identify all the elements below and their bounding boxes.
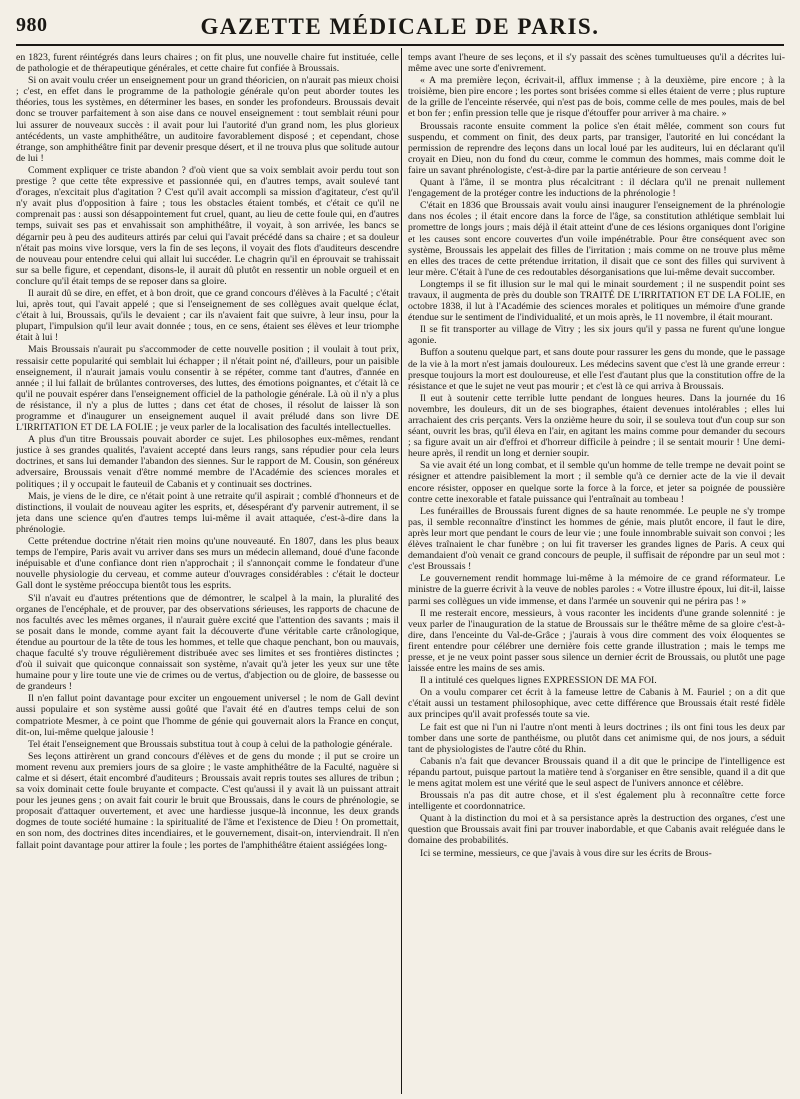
paragraph: « A ma première leçon, écrivait-il, afflux immense ; à la deuxième, pire encore ; à la troisième, bien pire encore ; les portes sont brisées comme si elles étaient de verre ; plus rupture de la grille de l'enceinte réservée, qui n'est pas de bois, comme celle de mes poules, mais de bel et bon fer ; enfin pression telle que je risque d'étouffer pour arriver à ma chaire. » — [408, 75, 785, 120]
paragraph: Tel était l'enseignement que Broussais substitua tout à coup à celui de la pathologie générale. — [28, 738, 393, 750]
paragraph: On a voulu comparer cet écrit à la fameuse lettre de Cabanis à M. Fauriel ; on a dit que c'était aussi un testament philosophique, avec cette différence que Broussais était resté fidèle aux principes qu'il avait professés toute sa vie. — [408, 687, 785, 721]
paragraph: Il me resterait encore, messieurs, à vous raconter les incidents d'une grande solennité : je veux parler de l'inauguration de la statue de Broussais sur le théâtre même de sa gloire c'est-à-dire, dans l'enceinte du Val-de-Grâce ; j'aurais à vous dire comment des voix éloquentes se firent entendre pour célébrer une dernière fois cette grande illustration ; mais le temps me presse, et je ne veux point passer sous silence un dernier écrit de Broussais, ou plutôt une page laissée entre les mains de ses amis. — [408, 607, 785, 675]
paragraph: Ici se termine, messieurs, ce que j'avais à vous dire sur les écrits de Brous- — [420, 847, 712, 859]
header-rule — [16, 44, 784, 46]
paragraph: Buffon a soutenu quelque part, et sans doute pour rassurer les gens du monde, que le passage de la vie à la mort n'est jamais douloureux. Les médecins savent que c'est là une grande erreur : presque toujours la mort est douloureuse, et elle l'est d'autant plus que la constitution offre de la résistance et que le sujet ne veut pas mourir ; et c'est là ce qui arriva à Broussais. — [408, 347, 785, 392]
paragraph: Il a intitulé ces quelques lignes EXPRESSION DE MA FOI. — [420, 675, 657, 687]
page-number: 980 — [16, 14, 48, 36]
paragraph: Mais Broussais n'aurait pu s'accommoder de cette nouvelle position ; il voulait à tout prix, ressaisir cette popularité qui semblait lui échapper ; il n'était point né, d'ailleurs, pour un paisible enseignement, il n'aurait jamais voulu consentir à se répéter, comme tant d'autres, d'année en année ; il lui fallait de brûlantes controverses, des luttes, des émotions poignantes, et c'était là ce qu'il ne pouvait espérer dans l'enseignement officiel de la pathologie générale. Là où il n'y a plus de résistance, il n'y a plus de luttes ; dans cet état de choses, il résolut de laisser là son programme et d'inaugurer un enseignement auquel il avait préludé dans son livre DE L'IRRITATION ET DE LA FOLIE ; je veux parler de la localisation des facultés intellectuelles. — [16, 344, 399, 434]
left-column — [16, 52, 399, 1094]
right-column — [408, 52, 785, 1094]
paragraph: Il n'en fallut point davantage pour exciter un engouement universel ; le nom de Gall devint aussi populaire et son système aussi goûté que l'avait été en d'autres temps celui de son compatriote Mesmer, à ce point que l'homme de génie qui gouvernait alors la France en conçut, dit-on, lui-même quelque jalousie ! — [16, 693, 399, 738]
paragraph: Broussais raconte ensuite comment la police s'en était mêlée, comment son cours fut suspendu, et comment on finit, des deux parts, par transiger, l'autorité en lui concédant la permission de reprendre des leçons dans un local loué par les auditeurs, lui en déclarant qu'il croyait en Dieu, non du fond du cœur, comme le commun des hommes, mais comme doit le faire un savant phrénologiste, c'est-à-dire par la partie antérieure de son cerveau ! — [408, 120, 785, 176]
paragraph: en 1823, furent réintégrés dans leurs chaires ; on fit plus, une nouvelle chaire fut instituée, celle de pathologie et de thérapeutique générales, et cette chaire fut confiée à Broussais. — [16, 52, 399, 75]
paragraph: Sa vie avait été un long combat, et il semble qu'un homme de telle trempe ne devait point se résigner et attendre paisiblement la mort ; il semble qu'à ce dernier acte de la vie il devait encore résister, opposer en quelque sorte la force à la force, et jeter sa poignée de poussière contre cette inexorable et fatale puissance qui l'entraînait au tombeau ! — [408, 460, 785, 505]
paragraph: Cette prétendue doctrine n'était rien moins qu'une nouveauté. En 1807, dans les plus beaux temps de l'empire, Paris avait vu arriver dans ses murs un médecin allemand, doué d'une faconde inépuisable et d'une confiance dont rien n'approchait ; il s'annonçait comme le fondateur d'une nouvelle physiologie du cerveau, et comme auteur d'ouvrages considérables : c'était le docteur Gall dont le système préoccupa bientôt tous les esprits. — [16, 536, 399, 592]
page-header — [16, 14, 784, 44]
paragraph: temps avant l'heure de ses leçons, et il s'y passait des scènes tumultueuses qu'il a décrites lui-même avec une sorte d'enivrement. — [408, 52, 785, 75]
journal-title: GAZETTE MÉDICALE DE PARIS. — [200, 14, 600, 39]
paragraph: Si on avait voulu créer un enseignement pour un grand théoricien, on n'aurait pas mieux choisi ; c'est, en effet dans le programme de la pathologie générale qu'on peut aborder toutes les théories, tous les systèmes, en déterminer les bases, en sonder les profondeurs. Broussais devait donc se trouver parfaitement à son aise dans ce nouvel enseignement : tout semblait réuni pour lui assurer de nouveaux succès : il avait pour lui l'autorité d'un grand nom, les plus glorieux antécédents, un vaste amphithéâtre, un auditoire favorablement disposé ; et cependant, chose étrange, son amphithéâtre finit par devenir presque désert, et il ne trouva plus que solitude autour de lui ! — [16, 75, 399, 164]
paragraph: Longtemps il se fit illusion sur le mal qui le minait sourdement ; il ne suspendit point ses travaux, il augmenta de près du double son TRAITÉ DE L'IRRITATION ET DE LA FOLIE, en octobre 1838, il lut à l'Académie des sciences morales et politiques un mémoire d'une grande étendue sur le sentiment de l'individualité, et un mois après, le 11 novembre, il était mourant. — [408, 278, 785, 324]
paragraph: Comment expliquer ce triste abandon ? d'où vient que sa voix semblait avoir perdu tout son prestige ? que cette tête expressive et passionnée qui, en d'autres temps, avait soulevé tant d'orages, n'excitait plus d'agitation ? C'est qu'il avait accompli sa mission d'agitateur, c'est qu'il n'y avait plus d'opposition à faire ; tous les obstacles étaient tombés, et c'était ce qu'il ne comprenait pas : aussi son désappointement fut cruel, quant, au lieu de cette foule qui, en d'autres temps, suivait ses pas et envahissait son amphithéâtre, il voyait, à son arrivée, les bancs se dégarnir peu à peu des auditeurs attirés par celui qui l'avait précédé dans sa chaire ; et sa douleur n'était pas moins vive lorsque, vers la fin de ses leçons, il voyait des flots d'auditeurs descendre de nouveau pour entendre celui qui allait lui succéder. Le chagrin qu'il en éprouvait se trahissait sur sa belle figure, et cependant, disons-le, il aurait dû plutôt en ressentir un noble orgueil et en conclure qu'il était temps de se reposer dans sa gloire. — [16, 164, 399, 287]
paragraph: Le fait est que ni l'un ni l'autre n'ont menti à leurs doctrines ; ils ont fini tous les deux par tomber dans une sorte de panthéisme, ou plutôt dans cet animisme qui, de nos jours, a séduit tant de physiologistes de l'autre côté du Rhin. — [408, 721, 785, 755]
paragraph: Le gouvernement rendit hommage lui-même à la mémoire de ce grand réformateur. Le ministre de la guerre écrivit à la veuve de nobles paroles : « Votre illustre époux, lui dit-il, laisse parmi ses collègues un vide immense, et dans l'armée un souvenir qui ne périra pas ! » — [408, 573, 785, 607]
column-divider — [401, 48, 402, 1094]
paragraph: Il se fit transporter au village de Vitry ; les six jours qu'il y passa ne furent qu'une longue agonie. — [408, 324, 785, 347]
paragraph: Ses leçons attirèrent un grand concours d'élèves et de gens du monde ; il put se croire un moment revenu aux premiers jours de sa gloire ; le vaste amphithéâtre de la Faculté, naguère si calme et si désert, était encombré d'auditeurs ; Broussais avait repris toutes ses allures de tribun ; sa voix dominait cette foule bruyante et compacte. C'est qu'aussi il y avait là un puissant attrait pour les jeunes gens ; on avait fait courir le bruit que Broussais, dans le cours de phrénologie, se proposait d'attaquer ouvertement, et avec une hardiesse jusque-là inconnue, les deux grands dogmes de toute société humaine : la spiritualité de l'âme et l'existence de Dieu ! On promettait, en son nom, des doctrines dites incendiaires, et le gouvernement, disait-on, interviendrait. Il n'en fallait point davantage pour attirer la foule ; les portes de l'amphithéâtre étaient assiégées long- — [16, 750, 399, 851]
paragraph: Quant à l'âme, il se montra plus récalcitrant : il déclara qu'il ne prenait nullement l'engagement de la protéger contre les inductions de la phrénologie ! — [408, 177, 785, 200]
paragraph: Il aurait dû se dire, en effet, et à bon droit, que ce grand concours d'élèves à la Faculté ; c'était lui, après tout, qui l'avait appelé ; que si l'enseignement de ses collègues avait quelque éclat, c'était à lui, Broussais, qu'ils le devaient ; car ils n'avaient fait que suivre, à leur insu, pour la plupart, l'impulsion qu'il leur avait donnée ; tous, en ce sens, étaient ses élèves et leur triomphe était à lui ! — [16, 287, 399, 344]
paragraph: Il eut à soutenir cette terrible lutte pendant de longues heures. Dans la journée du 16 novembre, les douleurs, dit un de ses biographes, étaient devenues intolérables ; elles lui arrachaient des cris perçants. Vers la onzième heure du soir, il se souleva tout d'un coup sur son séant, ouvrit les bras, qu'il éleva en l'air, en agitant les mains comme pour demander du secours ; sa figure avait un air d'effroi et d'horreur difficile à peindre ; il se sentait mourir ! Une demi-heure après, il rendit un long et dernier soupir. — [408, 392, 785, 460]
paragraph: A plus d'un titre Broussais pouvait aborder ce sujet. Les philosophes eux-mêmes, rendant justice à ses grandes qualités, l'avaient accepté dans leurs rangs, sans répudier pour cela leurs doctrines, et sans lui demander l'abandon des siennes. Sur le rapport de M. Cousin, son généreux adversaire, Broussais venait d'être nommé membre de l'Académie des sciences morales et politiques ; il y occupait le fauteuil de Cabanis et y continuait ses doctrines. — [16, 434, 399, 490]
paragraph: C'était en 1836 que Broussais avait voulu ainsi inaugurer l'enseignement de la phrénologie dans nos écoles ; il était encore dans la force de l'âge, sa constitution athlétique semblait lui promettre de longs jours ; mais déjà il était atteint d'une de ces lésions organiques dont l'origine et les causes sont encore couvertes d'un voile impénétrable. Pour être conséquent avec son système, Broussais les appelait des filles de l'irritation ; mais comme on ne trouve plus même en elles des traces de cette prétendue irritation, il disait que ce sont des filles qui survivent à leur mère. C'était à l'une de ces redoutables désorganisations que lui-même devait succomber. — [408, 200, 785, 278]
paragraph: Broussais n'a pas dit autre chose, et il s'est également plu à reconnaître cette force intelligente et coordonnatrice. — [408, 790, 785, 813]
paragraph: S'il n'avait eu d'autres prétentions que de démontrer, le scalpel à la main, la pluralité des organes de l'encéphale, et de prouver, par des observations sérieuses, les rapports de chacune de nos facultés avec les mêmes organes, il n'aurait guère excité que l'attention des savants ; mais il se posait dans le monde, comme ayant fait la découverte d'une véritable carte crânologique, étendue au pourtour de la tête de tous les hommes, et telle que chaque penchant, bon ou mauvais, chaque faculté s'y trouve régulièrement distribuée avec ses limites et ses frontières distinctes ; d'où il suivait que quiconque connaissait son système, n'avait qu'à jeter les yeux sur une tête humaine pour y lire toute une vie de crimes ou de vertus, d'abjection ou de gloire, de bassesse ou de grandeurs ! — [16, 592, 399, 693]
paragraph: Cabanis n'a fait que devancer Broussais quand il a dit que le principe de l'intelligence est répandu partout, puisque partout la matière tend à s'organiser en être sensible, quand il a dit que le mens agitat molem est une vérité que le seul aspect de l'univers annonce et célèbre. — [408, 755, 785, 789]
paragraph: Les funérailles de Broussais furent dignes de sa haute renommée. Le peuple ne s'y trompe pas, il semble reconnaître d'instinct les hommes de génie, mais plutôt encore, il faut le dire, après leur mort que pendant le cours de leur vie ; une foule innombrable suivait son convoi ; les élèves traînaient le char funèbre ; on lui fit traverser les grandes lignes de Paris. A ceux qui demandaient d'où venait ce grand concours de peuple, il suffisait de répondre par un seul mot : c'est Broussais ! — [408, 505, 785, 573]
paragraph: Quant à la distinction du moi et à sa persistance après la destruction des organes, c'est une question que Broussais avait fini par trouver inabordable, et que Cabanis avait reléguée dans le domaine des probabilités. — [408, 813, 785, 847]
paragraph: Mais, je viens de le dire, ce n'était point à une retraite qu'il aspirait ; comblé d'honneurs et de distinctions, il voulait de nouveau agiter les esprits, et, désespérant d'y parvenir autrement, il se jeta dans une science qu'en d'autres temps lui-même il avait attaquée, c'est-à-dire dans la phrénologie. — [16, 490, 399, 535]
